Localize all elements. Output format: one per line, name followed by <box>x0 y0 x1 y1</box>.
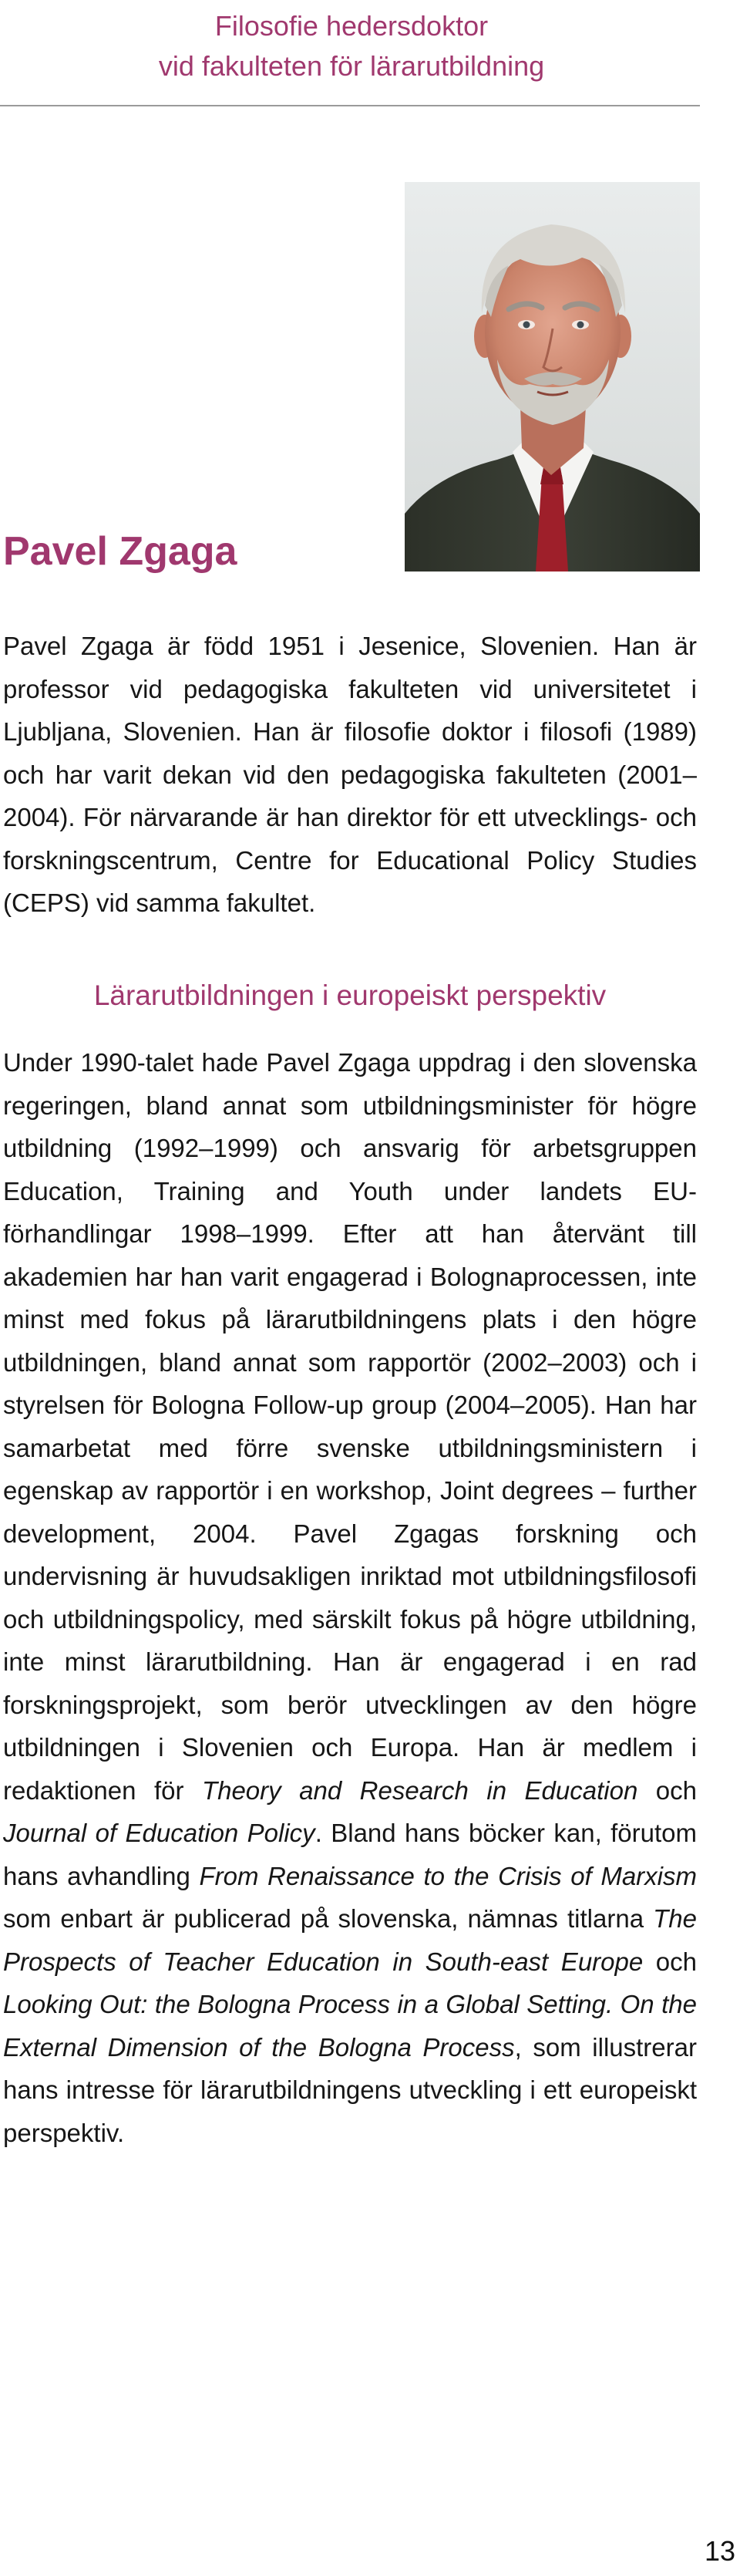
book-title-1: From Renaissance to the Crisis of Marxism <box>199 1861 697 1890</box>
page-header <box>0 6 703 86</box>
body-text-och-2: och <box>643 1947 698 1976</box>
portrait-photo <box>405 182 700 572</box>
header-divider <box>0 105 700 106</box>
section-body <box>3 1041 697 2154</box>
person-name: Pavel Zgaga <box>3 529 237 574</box>
body-text-start: Under 1990-talet hade Pavel Zgaga uppdrag i den slovenska regeringen, bland annat som utbildningsminister för högre utbildning (1992–1999) och ansvarig för arbetsgruppen Education, Training and Youth under landets EU-förhandlingar 1998–1999. Efter att han återvänt till akademien har han varit engagerad i Bolognaprocessen, inte minst med fokus på lärarutbildningens plats i den högre utbildningen, bland annat som rapportör (2002–2003) och i styrelsen för Bologna Follow-up group (2004–2005). Han har samarbetat med förre svenske utbildningsministern i egenskap av rapportör i en workshop, Joint degrees – further development, 2004. Pavel Zgagas forskning och undervisning är huvudsakligen inriktad mot utbildningsfilosofi och utbildningspolicy, med särskilt fokus på högre utbildning, inte minst lärarutbildning. Han är engagerad i en rad forskningsprojekt, som berör utvecklingen av den högre utbildningen i Slovenien och Europa. Han är medlem i redaktionen för <box>3 1048 697 1805</box>
body-text-books-mid: som enbart är publicerad på slovenska, nämnas titlarna <box>3 1904 654 1933</box>
journal-title-2: Journal of Education Policy <box>3 1819 315 1847</box>
journal-title-1: Theory and Research in Education <box>201 1775 638 1805</box>
book-title-2: The Prospects of Teacher Education in South-east Europe <box>3 1904 697 1976</box>
intro-paragraph: Pavel Zgaga är född 1951 i Jesenice, Slovenien. Han är professor vid pedagogiska fakulteten vid universitetet i Ljubljana, Slovenien. Han är filosofie doktor i filosofi (1989) och har varit dekan vid den pedagogiska fakulteten (2001–2004). För närvarande är han direktor för ett utvecklings- och forskningscentrum, Centre for Educational Policy Studies (CEPS) vid samma fakultet. <box>3 632 697 917</box>
page-number: 13 <box>678 2527 740 2576</box>
header-title-line1: Filosofie hedersdoktor <box>214 10 489 42</box>
section-heading: Lärarutbildningen i europeiskt perspektiv <box>93 979 607 1011</box>
body-text-books-intro: . Bland hans böcker kan, förutom hans avhandling <box>3 1819 697 1890</box>
body-text-end: , som illustrerar hans intresse för lärarutbildningens utveckling i ett europeiskt perspektiv. <box>3 2032 697 2147</box>
body-text-och-1: och <box>637 1775 697 1805</box>
header-title-line2: vid fakulteten för lärarutbildning <box>158 50 545 82</box>
book-title-3: Looking Out: the Bologna Process in a Global Setting. On the External Dimension of the Bologna Process <box>3 1990 697 2062</box>
